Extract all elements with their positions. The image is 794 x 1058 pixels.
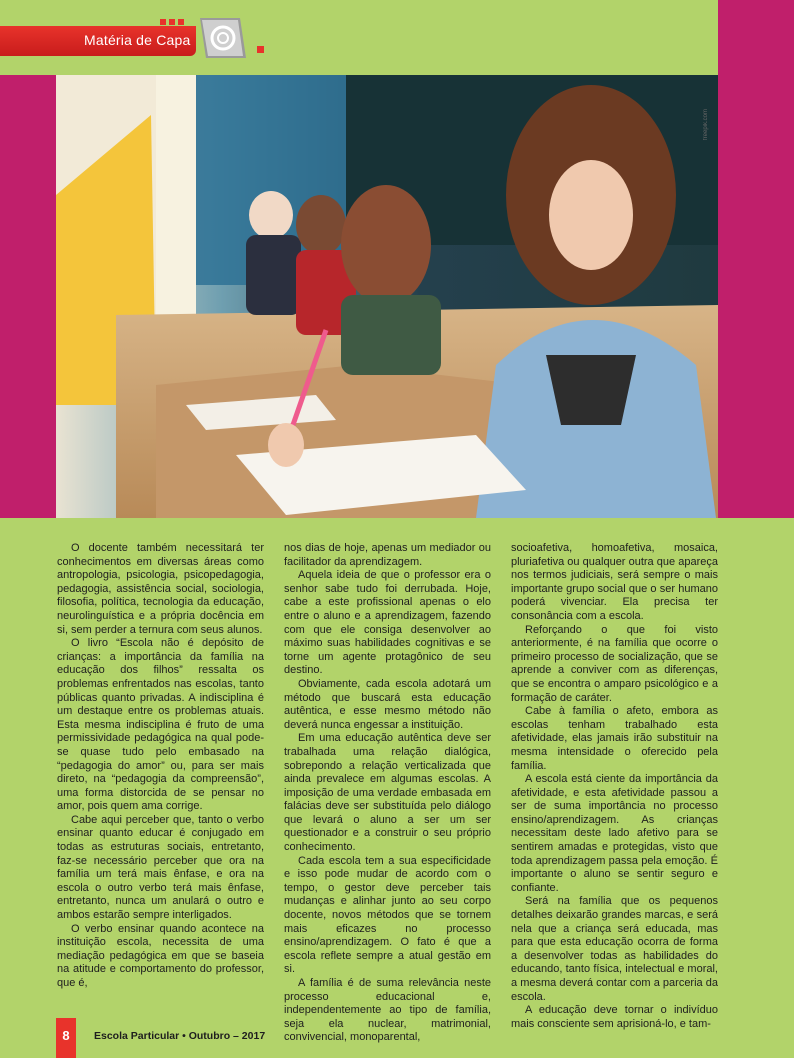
- paragraph: socioafetiva, homoafetiva, mosaica, pluriafetiva ou qualquer outra que apareça nos termos judiciais, será sempre o mais importante grupo social que o ser humano poderá vivenciar. Ela precisa ter consonância com a escola.: [511, 542, 718, 622]
- section-title: Matéria de Capa: [84, 32, 191, 48]
- paragraph: Reforçando o que foi visto anteriormente, é na família que ocorre o primeiro processo de socialização, que se aprende a conviver com as diferenças, que se encontra o amparo psicológico e a formação de caráter.: [511, 623, 718, 704]
- paragraph: O livro “Escola não é depósito de crianças: a importância da família na educação dos filhos” ressalta os problemas enfrentados nas escolas, tanto públicas quanto privadas. A indisciplina é um destaque entre os problemas atuais. Esta mesma indisciplina é fruto de uma permissividade pedagógica na qual pode-se quase tudo pelo embasado na “pedagogia do amor” ou, para ser mais direto, na “pedagogia da compreensão”, uma forma distorcida de se pensar no amor, pois quem ama corrige.: [57, 637, 264, 813]
- article-column-2: [284, 542, 491, 1045]
- magenta-block-right: [718, 0, 794, 518]
- magenta-block-left: [0, 75, 56, 518]
- paragraph: Cada escola tem a sua especificidade e isso pode mudar de acordo com o tempo, o gestor deve perceber tais mudanças e alinhar junto ao seu corpo docente, novos métodos que se tornem mais eficazes no processo ensino/aprendizagem. O fato é que a escola reflete sempre a atual gestão em si.: [284, 854, 491, 976]
- paragraph: O docente também necessitará ter conhecimentos em diversas áreas como antropologia, psicologia, psicopedagogia, pedagogia, assistência social, sociologia, filosofia, política, tecnologia da educação, neurolinguística e a própria docência em si, sem perder a ternura com seus alunos.: [57, 542, 264, 636]
- paragraph: Cabe aqui perceber que, tanto o verbo ensinar quanto educar é conjugado em todas as estruturas sociais, entretanto, faz-se necessário perceber que ora na família um terá mais ênfase, e ora na escola o outro verbo terá mais ênfase, entretanto, nunca um anulará o outro e ambos estarão sempre interligados.: [57, 813, 264, 922]
- paragraph: Aquela ideia de que o professor era o senhor sabe tudo foi derrubada. Hoje, cabe a este profissional apenas o elo entre o aluno e a aprendizagem, fazendo com que ele consiga desenvolver ao máximo suas habilidades cognitivas e se torne um agente protagônico de seu destino.: [284, 569, 491, 677]
- footer-publication: Escola Particular • Outubro – 2017: [94, 1030, 266, 1042]
- section-logo-icon: [196, 16, 248, 60]
- paragraph: Obviamente, cada escola adotará um método que buscará esta educação autêntica, e esse mesmo método não deverá nunca engessar a instituição.: [284, 677, 491, 731]
- article-column-1: [57, 542, 264, 991]
- paragraph: A educação deve tornar o indivíduo mais consciente sem aprisioná-lo, e tam-: [511, 1004, 718, 1030]
- paragraph: A família é de suma relevância neste processo educacional e, independentemente ao tipo de família, seja ela nuclear, matrimonial, convivencial, monoparental,: [284, 977, 491, 1044]
- paragraph: A escola está ciente da importância da afetividade, e esta afetividade passou a ser de suma importância no processo ensino/aprendizagem. As crianças necessitam deste lado afetivo para se sentirem amadas e protegidas, visto que toda aprendizagem passa pela emoção. É importante o aluno se sentir seguro e confiante.: [511, 773, 718, 894]
- classroom-illustration: [56, 75, 718, 518]
- paragraph: Será na família que os pequenos detalhes deixarão grandes marcas, e será nela que a criança será educada, mas para que esta educação ocorra de forma a desenvolver todas as habilidades do educando, tanto física, intelectual e moral, a mesma deverá contar com a parceria da escola.: [511, 895, 718, 1003]
- article-column-3: [511, 542, 718, 1031]
- cover-photo: [56, 75, 718, 518]
- paragraph: Cabe à família o afeto, embora as escolas tenham trabalhado esta afetividade, elas jamais irão substituir na mesma intensidade o oferecido pela família.: [511, 705, 718, 772]
- page-number: 8: [62, 1028, 70, 1043]
- header-dot: [257, 46, 264, 53]
- paragraph: O verbo ensinar quando acontece na instituição escola, necessita de uma mediação pedagógica em que se baseia na atitude e comportamento do professor, que é,: [57, 922, 264, 989]
- header-decoration-squares: [160, 19, 184, 25]
- paragraph: nos dias de hoje, apenas um mediador ou facilitador da aprendizagem.: [284, 542, 491, 568]
- photo-credit: freepik.com: [703, 108, 709, 140]
- paragraph: Em uma educação autêntica deve ser trabalhada uma relação dialógica, sobrepondo a relação verticalizada que ainda prevalece em algumas escolas. A imposição de uma verdade embasada em falácias deve ser substituída pelo diálogo que levará o aluno a ser um ser questionador e a construir o seu próprio conhecimento.: [284, 732, 491, 854]
